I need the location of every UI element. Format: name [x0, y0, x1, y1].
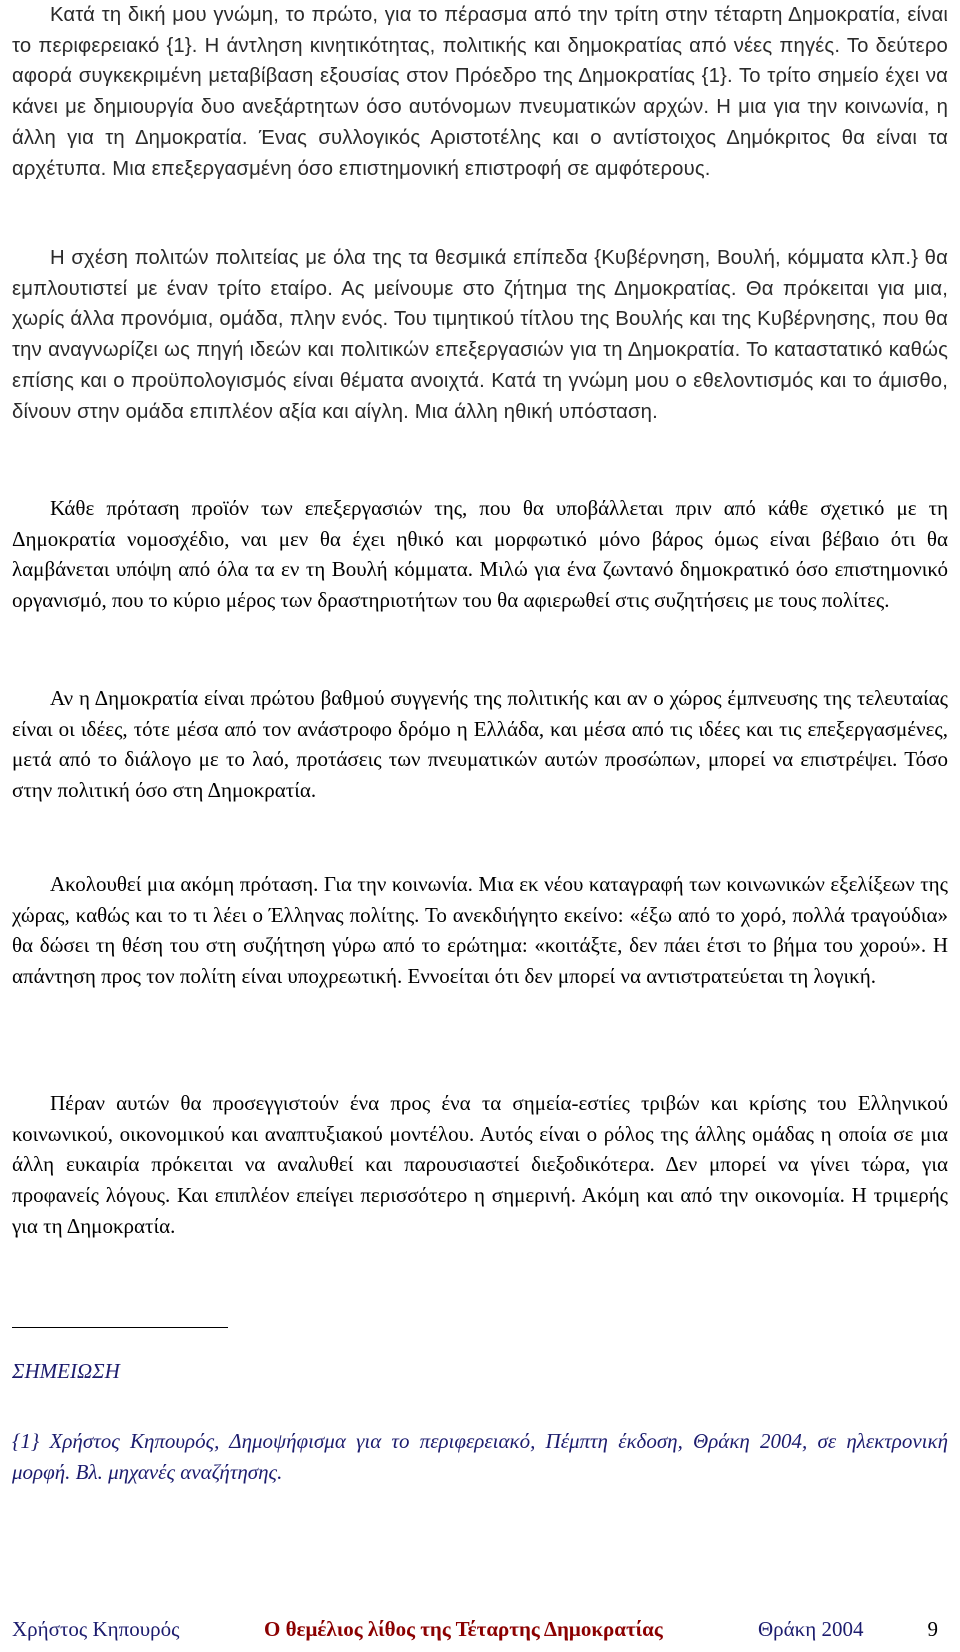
paragraph-4-text: Αν η Δημοκρατία είναι πρώτου βαθμού συγγενής της πολιτικής και αν ο χώρος έμπνευσης της τελευταίας είναι οι ιδέες, τότε μέσα από τον ανάστροφο δρόμο η Ελλάδα, και μέσα από τις ιδέες και τις επεξεργασμένες, μετά από το διάλογο με το λαό, προτάσεις των πνευματικών αυτών προσώπων, μπορεί να επιστρέψει. Τόσο στην πολιτική όσο στη Δημοκρατία.: [12, 686, 948, 803]
note-text: {1} Χρήστος Κηπουρός, Δημοψήφισμα για το περιφερειακό, Πέμπτη έκδοση, Θράκη 2004, σε ηλεκτρονική μορφή. Βλ. μηχανές αναζήτησης.: [12, 1429, 948, 1484]
page-number: 9: [927, 1617, 938, 1641]
paragraph-5: [12, 869, 948, 992]
paragraph-1-text: Κατά τη δική μου γνώμη, το πρώτο, για το πέρασμα από την τρίτη στην τέταρτη Δημοκρατία, είναι το περιφερειακό {1}. Η άντληση κινητικότητας, πολιτικής και δημοκρατίας από νέες πηγές. Το δεύτερο αφορά συγκεκριμένη μεταβίβαση εξουσίας στον Πρόεδρο της Δημοκρατίας {1}. Το τρίτο σημείο έχει να κάνει με δημιουργία δυο ανεξάρτητων όσο αυτόνομων πνευματικών αρχών. Η μια για την κοινωνία, η άλλη για τη Δημοκρατία. Ένας συλλογικός Αριστοτέλης και ο αντίστοιχος Δημόκριτος θα είναι τα αρχέτυπα. Μια επεξεργασμένη όσο επιστημονική επιστροφή σε αμφότερους.: [12, 4, 948, 180]
paragraph-1: [12, 0, 948, 184]
footer-book-title: Ο θεμέλιος λίθος της Τέταρτης Δημοκρατίας: [264, 1617, 663, 1641]
paragraph-5-text: Ακολουθεί μια ακόμη πρόταση. Για την κοινωνία. Μια εκ νέου καταγραφή των κοινωνικών εξελίξεων της χώρας, καθώς και το τι λέει ο Έλληνας πολίτης. Το ανεκδιήγητο εκείνο: «έξω από το χορό, πολλά τραγούδια» θα δώσει τη θέση του στη συζήτηση γύρω από το ερώτημα: «κοιτάξτε, δεν πάει έτσι το βήμα του χορού». Η απάντηση προς τον πολίτη είναι υποχρεωτική. Εννοείται ότι δεν μπορεί να αντιστρατεύεται τη λογική.: [12, 872, 948, 989]
document-page: [12, 0, 948, 1652]
paragraph-6: [12, 1088, 948, 1242]
paragraph-4: [12, 683, 948, 806]
paragraph-3: [12, 493, 948, 616]
paragraph-2: [12, 243, 948, 427]
footnote-separator: [12, 1327, 228, 1328]
footer-place-year: Θράκη 2004: [758, 1617, 864, 1641]
paragraph-3-text: Κάθε πρόταση προϊόν των επεξεργασιών της, που θα υποβάλλεται πριν από κάθε σχετικό με τη Δημοκρατία νομοσχέδιο, ναι μεν θα έχει ηθικό και μορφωτικό μόνο βάρος όμως είναι βέβαιο ότι θα λαμβάνεται υπόψη από όλα τα εν τη Βουλή κόμματα. Μιλώ για ένα ζωντανό δημοκρατικό όσο επιστημονικό οργανισμό, που το κύριο μέρος των δραστηριοτήτων του θα αφιερωθεί στις συζητήσεις με τους πολίτες.: [12, 496, 948, 613]
paragraph-2-text: Η σχέση πολιτών πολιτείας με όλα της τα θεσμικά επίπεδα {Κυβέρνηση, Βουλή, κόμματα κλπ.} θα εμπλουτιστεί με έναν τρίτο εταίρο. Ας μείνουμε στο ζήτημα της Δημοκρατίας. Θα πρόκειται για μια, χωρίς άλλα προνόμια, ομάδα, πλην ενός. Του τιμητικού τίτλου της Βουλής και της Κυβέρνησης, που θα την αναγνωρίζει ως πηγή ιδεών και πολιτικών επεξεργασιών για τη Δημοκρατία. Το καταστατικό καθώς επίσης και ο προϋπολογισμός είναι θέματα ανοιχτά. Κατά τη γνώμη μου ο εθελοντισμός και το άμισθο, δίνουν στην ομάδα επιπλέον αξία και αίγλη. Μια άλλη ηθική υπόσταση.: [12, 247, 948, 423]
page-footer: [12, 1617, 948, 1647]
paragraph-6-text: Πέραν αυτών θα προσεγγιστούν ένα προς ένα τα σημεία-εστίες τριβών και κρίσης του Ελληνικού κοινωνικού, οικονομικού και αναπτυξιακού μοντέλου. Αυτός είναι ο ρόλος της άλλης ομάδας η οποία σε μια άλλη ευκαιρία πρόκειται να αναλυθεί και παρουσιαστεί διεξοδικότερα. Δεν μπορεί να γίνει τώρα, για προφανείς λόγους. Και επιπλέον επείγει περισσότερο η σημερινή. Ακόμη και από την οικονομία. Η τριμερής για τη Δημοκρατία.: [12, 1091, 948, 1238]
footer-author: Χρήστος Κηπουρός: [12, 1617, 180, 1641]
note-title: ΣΗΜΕΙΩΣΗ: [12, 1359, 120, 1383]
